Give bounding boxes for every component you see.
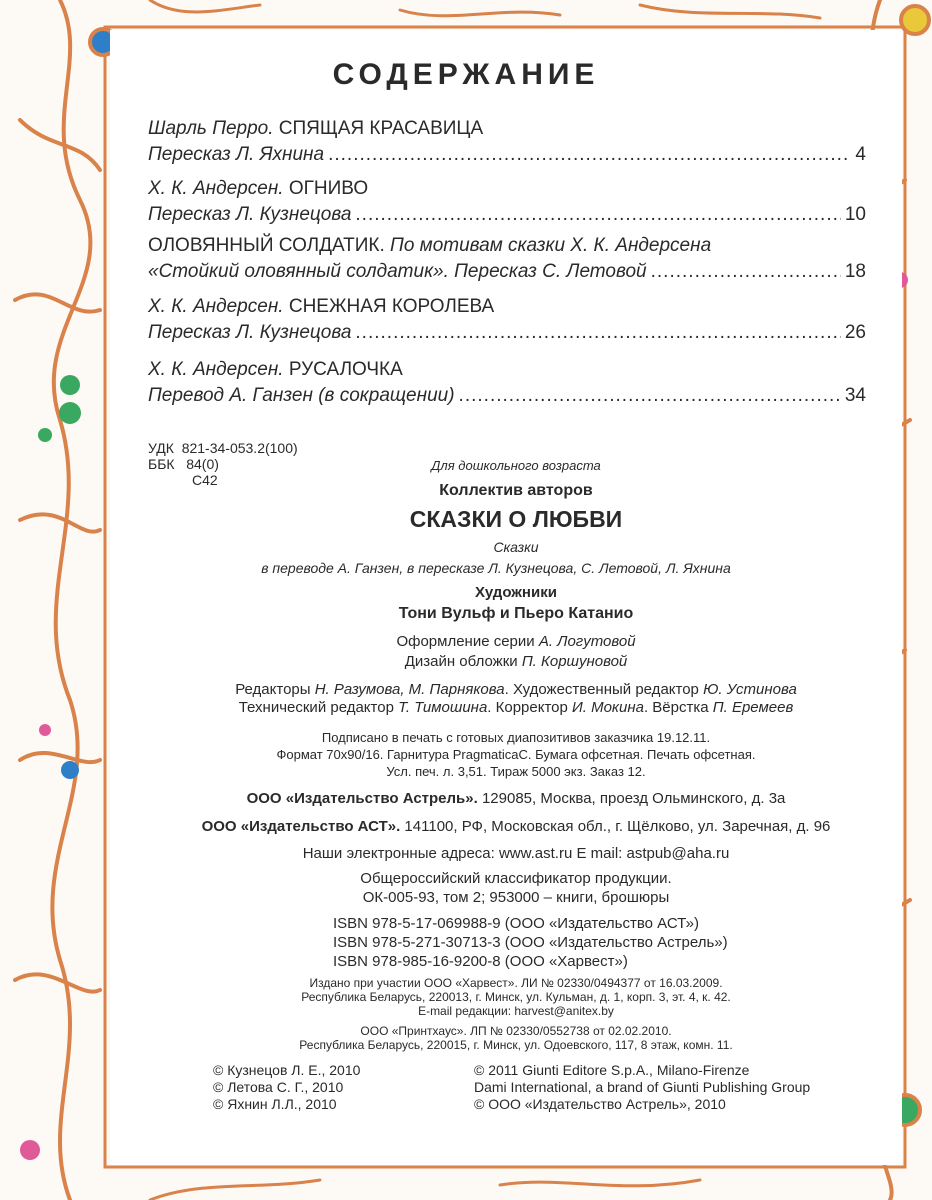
toc-page-number: 10 [844,204,866,225]
toc-entry-subtitle: Пересказ Л. Кузнецова [148,322,352,343]
print-details: Подписано в печать с готовых диапозитивов заказчика 19.12.11. Формат 70x90/16. Гарнитура PragmaticaC. Бумага офсетная. Печать офсетная. Усл. печ. л. 3,51. Тираж 5000 экз. Заказ 12. [276,730,756,779]
isbn: ISBN 978-985-16-9200-8 (ООО «Харвест») [333,953,628,970]
page-title: СОДЕРЖАНИЕ [332,58,600,91]
dot-leader [651,261,841,283]
toc-entry-subtitle: «Стойкий оловянный солдатик». Пересказ С. Летовой [148,261,647,282]
toc-entry[interactable] [148,235,866,287]
toc-page-number: 26 [844,322,866,343]
toc-entry-title: Х. К. Андерсен. ОГНИВО [148,178,369,199]
toc-entry-subtitle: Пересказ Л. Яхнина [148,144,325,165]
editors: Редакторы Н. Разумова, М. Парнякова. Художественный редактор Ю. Устинова [235,681,797,698]
book-title: СКАЗКИ О ЛЮБВИ [409,506,623,532]
udk-code: 821-34-053.2(100) [181,440,298,456]
author-sign: С42 [192,472,218,488]
toc-entry-title: Х. К. Андерсен. РУСАЛОЧКА [148,359,403,380]
publisher-astrel: ООО «Издательство Астрель». 129085, Москва, проезд Ольминского, д. 3а [246,790,786,807]
series-design: Оформление серии А. Логутовой [396,633,636,650]
bbk-code: 84(0) [186,456,219,472]
toc-entry[interactable] [148,359,866,411]
copyright-left: © Кузнецов Л. Е., 2010 © Летова С. Г., 2010 © Яхнин Л.Л., 2010 [213,1062,361,1112]
dot-leader [328,144,851,166]
dot-leader [459,385,841,407]
toc-entry-subtitle: Пересказ Л. Кузнецова [148,204,352,225]
product-classifier: Общероссийский классификатор продукции. ОК-005-93, том 2; 953000 – книги, брошюры [360,870,672,906]
web-addresses: Наши электронные адреса: www.ast.ru E mail: astpub@aha.ru [302,845,730,862]
toc-entry[interactable] [148,118,866,170]
udk-label: УДК [148,440,174,456]
bbk-label: ББК [148,456,175,472]
toc-page-number: 4 [855,144,866,165]
toc-entry[interactable] [148,178,866,230]
copyright-right: © 2011 Giunti Editore S.p.A., Milano-Firenze Dami International, a brand of Giunti Publishing Group © ООО «Издательство Астрель», 2010 [474,1062,811,1112]
translators: в переводе А. Ганзен, в пересказе Л. Кузнецова, С. Летовой, Л. Яхнина [261,560,731,576]
isbn: ISBN 978-5-17-069988-9 (ООО «Издательство АСТ») [333,915,700,932]
toc-entry-subtitle: Перевод А. Ганзен (в сокращении) [148,385,455,406]
toc-entry[interactable] [148,296,866,348]
toc-entry-title: Х. К. Андерсен. СНЕЖНАЯ КОРОЛЕВА [148,296,495,317]
printhouse-info: ООО «Принтхаус». ЛП № 02330/0552738 от 02.02.2010. Республика Беларусь, 220015, г. Минск, ул. Одоевского, 117, 8 этаж, комн. 11. [299,1024,733,1052]
authors: Коллектив авторов [439,482,593,499]
dot-leader [355,322,840,344]
technical-editors: Технический редактор Т. Тимошина. Корректор И. Мокина. Вёрстка П. Еремеев [238,699,794,716]
age-note: Для дошкольного возраста [431,458,601,473]
genre: Сказки [493,539,539,555]
harvest-info: Издано при участии ООО «Харвест». ЛИ № 02330/0494377 от 16.03.2009. Республика Беларусь, 220013, г. Минск, ул. Кульман, д. 1, корп. 3, эт. 4, к. 42. E-mail редакции: harvest@anitex.by [301,976,731,1018]
toc-page-number: 34 [844,385,866,406]
isbn-list [333,914,728,971]
artists: Тони Вульф и Пьеро Катанио [398,605,634,622]
publisher-ast: ООО «Издательство АСТ». 141100, РФ, Московская обл., г. Щёлково, ул. Заречная, д. 96 [201,818,831,835]
toc-entry-title: ОЛОВЯННЫЙ СОЛДАТИК. По мотивам сказки Х. К. Андерсена [148,235,712,256]
isbn: ISBN 978-5-271-30713-3 (ООО «Издательство Астрель») [333,934,728,951]
toc-entry-title: Шарль Перро. СПЯЩАЯ КРАСАВИЦА [148,118,484,139]
toc-page-number: 18 [844,261,866,282]
artists-label: Художники [475,584,557,601]
dot-leader [355,204,840,226]
cover-design: Дизайн обложки П. Коршуновой [404,653,628,670]
